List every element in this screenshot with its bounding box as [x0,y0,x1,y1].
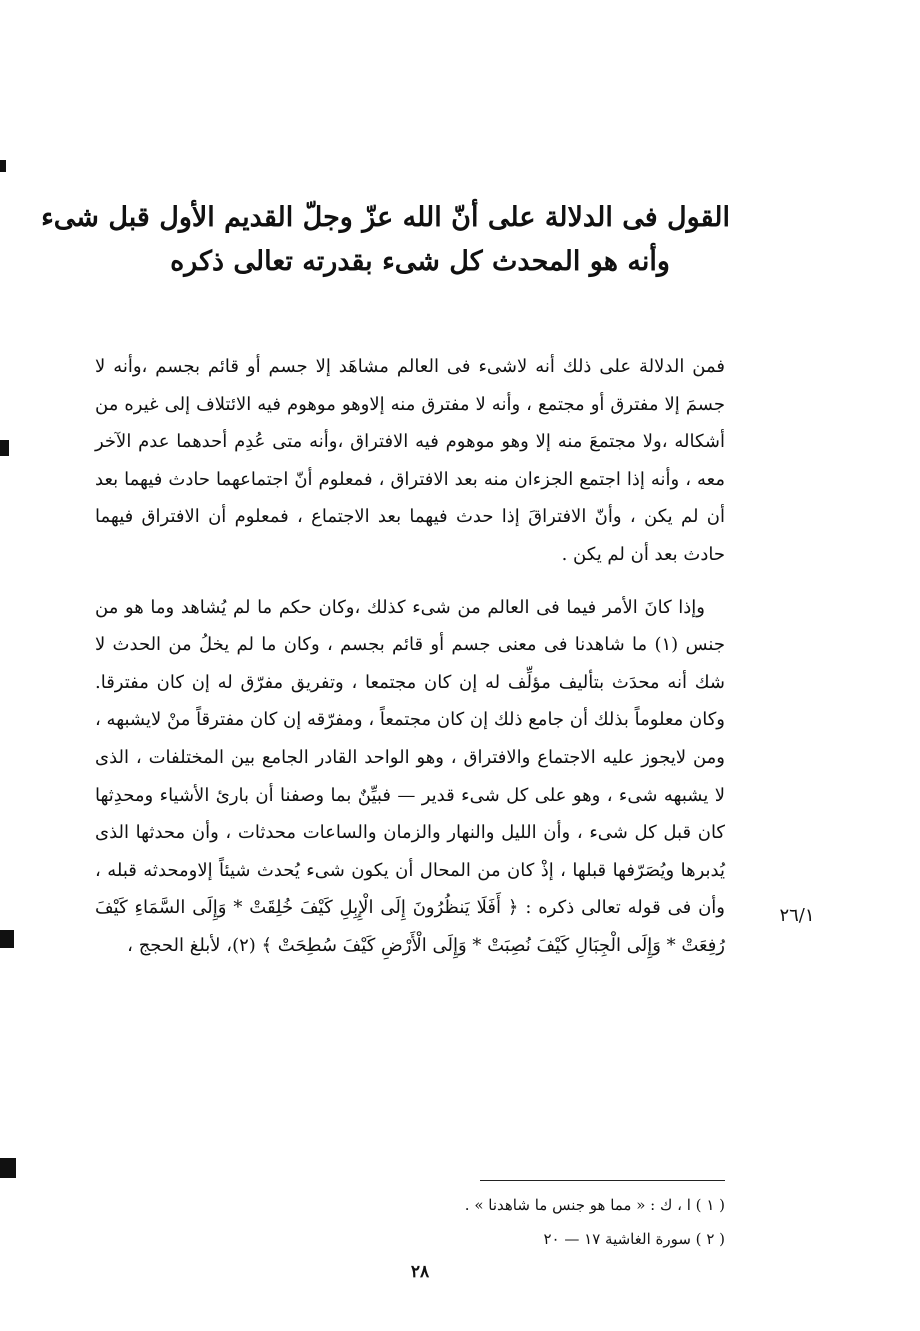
footnotes [380,1188,725,1256]
scan-edge-mark-1 [0,160,6,172]
chapter-title-line-1: القول فى الدلالة على أنّ الله عزّ وجلّ القديم الأول قبل شىء [41,202,730,233]
footnote-divider [480,1180,725,1181]
scan-edge-mark-3 [0,930,14,948]
margin-reference: ٢٦/١ [779,905,815,926]
page-number: ٢٨ [410,1262,430,1282]
chapter-title-line-2: وأنه هو المحدث كل شىء بقدرته تعالى ذكره [170,246,670,277]
scan-edge-mark-4 [0,1158,16,1178]
chapter-title [41,196,730,284]
paragraph-2: وإذا كانَ الأمر فيما فى العالم من شىء كذلك ،وكان حكم ما لم يُشاهد وما هو من جنس (١) ما شاهدنا فى معنى جسم أو قائم بجسم ، وكان ما لم يخلُ من الحدث لا شك أنه محدَث بتأليف مؤلِّف له إن كان مجتمعا ، وتفريق مفرّق له إن كان مفترقا. وكان معلوماً بذلك أن جامع ذلك إن كان مجتمعاً ، ومفرّقه إن كان مفترقاً منْ لايشبهه ، ومن لايجوز عليه الاجتماع والافتراق ، وهو الواحد القادر الجامع بين المختلفات ، الذى لا يشبهه شىء ، وهو على كل شىء قدير — فبيِّنٌ بما وصفنا أن بارئ الأشياء ومحدِثها كان قبل كل شىء ، وأن الليل والنهار والزمان والساعات محدثات ، وأن محدثها الذى يُدبرها ويُصَرّفها قبلها ، إذْ كان من المحال أن يكون شىء يُحدث شيئاً إلاومحدثه قبله ، وأن فى قوله تعالى ذكره : ﴿ أَفَلَا يَنظُرُونَ إِلَى الْإِبِلِ كَيْفَ خُلِقَتْ * وَإِلَى السَّمَاءِ كَيْفَ رُفِعَتْ * وَإِلَى الْجِبَالِ كَيْفَ نُصِبَتْ * وَإِلَى الْأَرْضِ كَيْفَ سُطِحَتْ ﴾ (٢)، لأبلغ الحجج ، [95,596,725,956]
footnote-2: ( ٢ ) سورة الغاشية ١٧ — ٢٠ [543,1230,725,1248]
footnote-1: ( ١ ) ا ، ك : « مما هو جنس ما شاهدنا » . [464,1196,725,1214]
body-text [95,348,725,965]
paragraph-1: فمن الدلالة على ذلك أنه لاشىء فى العالم مشاهَد إلا جسم أو قائم بجسم ،وأنه لا جسمَ إلا مفترق أو مجتمع ، وأنه لا مفترق منه إلاوهو موهوم فيه الائتلاف إلى غيره من أشكاله ،ولا مجتمعَ منه إلا وهو موهوم فيه الافتراق ،وأنه متى عُدِم أحدهما عدم الآخر معه ، وأنه إذا اجتمع الجزءان منه بعد الافتراق ، فمعلوم أنّ اجتماعهما حادث فيهما بعد أن لم يكن ، وأنّ الافتراقَ إذا حدث فيهما بعد الاجتماع ، فمعلوم أن الافتراق فيهما حادث بعد أن لم يكن . [95,356,725,565]
scan-edge-mark-2 [0,440,9,456]
